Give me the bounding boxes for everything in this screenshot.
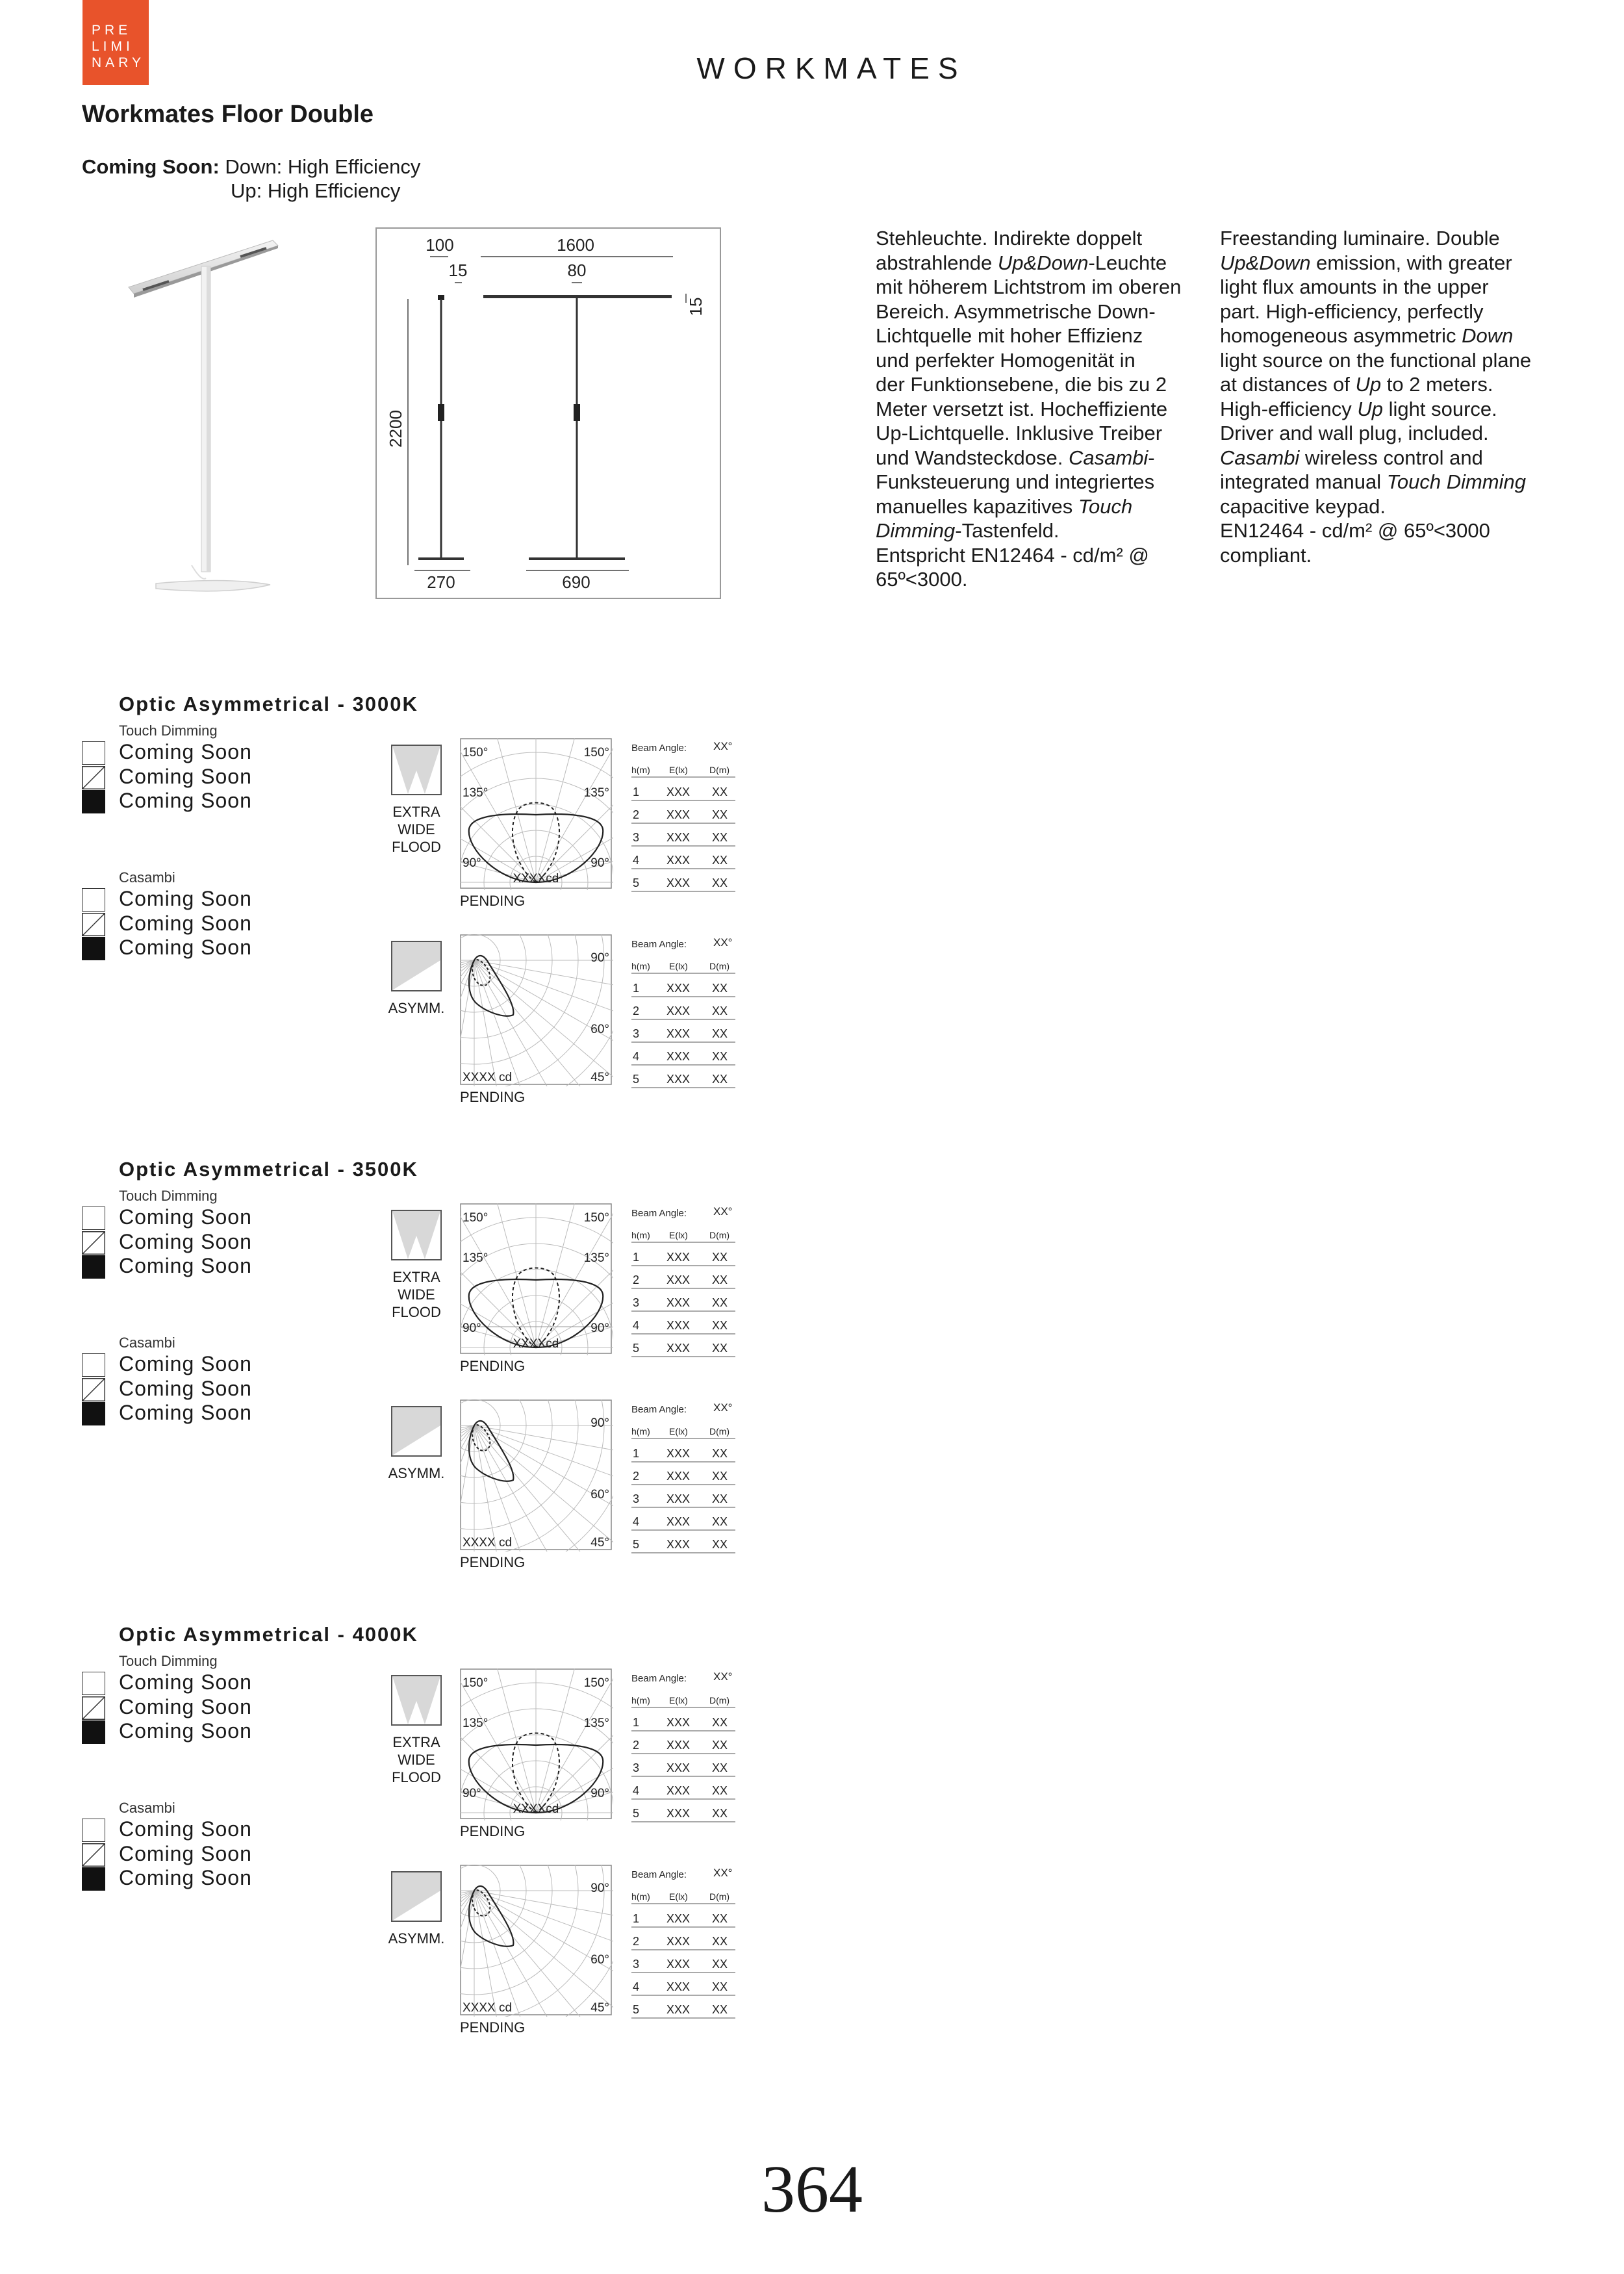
angle-label: 60° bbox=[590, 1953, 609, 1967]
description-line: Driver and wall plug, included. bbox=[1220, 422, 1489, 444]
black-finish-swatch bbox=[82, 937, 105, 960]
option-item: Coming Soon bbox=[119, 1866, 252, 1889]
description-line: Bereich. Asymmetrische Down- bbox=[876, 300, 1156, 323]
beam-table-header: D(m) bbox=[709, 961, 730, 971]
optic-label bbox=[381, 803, 452, 856]
black-finish-swatch bbox=[82, 1255, 105, 1279]
optic-label-line: EXTRA bbox=[392, 1269, 440, 1285]
white-finish-swatch bbox=[82, 1207, 105, 1230]
beam-table-cell: XX bbox=[712, 2003, 728, 2016]
pending-label: PENDING bbox=[460, 2019, 526, 2036]
split-finish-swatch bbox=[82, 766, 105, 789]
beam-table-header: h(m) bbox=[631, 765, 650, 775]
dim-2200: 2200 bbox=[386, 410, 405, 448]
dimension-drawing bbox=[375, 227, 722, 600]
option-item: Coming Soon bbox=[119, 1719, 252, 1743]
beam-table-cell: XXX bbox=[666, 1319, 691, 1332]
beam-table-cell: XX bbox=[712, 1319, 728, 1332]
beam-table bbox=[631, 737, 742, 893]
extra-wide-flood-icon bbox=[391, 1675, 442, 1726]
beam-table-cell: 1 bbox=[633, 1251, 640, 1264]
beam-table-cell: XX bbox=[712, 982, 728, 995]
beam-table-cell: XXX bbox=[666, 1807, 691, 1820]
beam-table-cell: 4 bbox=[633, 1784, 640, 1797]
beam-table bbox=[631, 933, 742, 1089]
optic-label-line: EXTRA bbox=[392, 804, 440, 820]
section-title: Optic Asymmetrical - 3000K bbox=[119, 693, 418, 715]
badge-line: LIMI bbox=[92, 39, 134, 54]
product-title: Workmates Floor Double bbox=[82, 101, 374, 128]
beam-table-cell: 1 bbox=[633, 1447, 640, 1460]
beam-table-cell: 3 bbox=[633, 1492, 640, 1505]
beam-table-cell: XXX bbox=[666, 1342, 691, 1355]
beam-table-cell: XX bbox=[712, 1761, 728, 1774]
split-finish-swatch bbox=[82, 913, 105, 936]
beam-angle-value: XX° bbox=[713, 1670, 733, 1683]
optic-label-line: FLOOD bbox=[392, 1304, 441, 1320]
black-finish-swatch bbox=[82, 790, 105, 813]
description-line: Lichtquelle mit hoher Effizienz bbox=[876, 324, 1143, 347]
white-finish-swatch bbox=[82, 1353, 105, 1377]
beam-angle-value: XX° bbox=[713, 1867, 733, 1879]
beam-table-header: h(m) bbox=[631, 1230, 650, 1240]
beam-table-cell: XX bbox=[712, 1958, 728, 1971]
beam-table-cell: 3 bbox=[633, 1296, 640, 1309]
dim-1600: 1600 bbox=[557, 235, 594, 255]
description-line: EN12464 - cd/m² @ 65º<3000 bbox=[1220, 519, 1490, 542]
option-item: Coming Soon bbox=[119, 789, 252, 812]
angle-label: 90° bbox=[590, 951, 609, 965]
beam-angle-label: Beam Angle: bbox=[631, 1404, 687, 1415]
beam-table-cell: XX bbox=[712, 854, 728, 867]
option-item: Coming Soon bbox=[119, 1401, 252, 1424]
description-line: und Wandsteckdose. Casambi- bbox=[876, 446, 1155, 469]
beam-table-cell: XX bbox=[712, 1273, 728, 1286]
beam-table-cell: XX bbox=[712, 1470, 728, 1483]
optic-label bbox=[381, 1930, 452, 1947]
angle-label: 45° bbox=[590, 1536, 609, 1550]
beam-table-cell: 3 bbox=[633, 1761, 640, 1774]
description-line: homogeneous asymmetric Down bbox=[1220, 324, 1514, 347]
beam-angle-label: Beam Angle: bbox=[631, 1869, 687, 1880]
candela-label: XXXX cd bbox=[463, 1536, 513, 1550]
dim-690: 690 bbox=[562, 572, 590, 592]
beam-angle-value: XX° bbox=[713, 936, 733, 949]
beam-table-cell: XXX bbox=[666, 1716, 691, 1729]
beam-table-cell: XX bbox=[712, 1784, 728, 1797]
beam-angle-value: XX° bbox=[713, 1401, 733, 1414]
description-line: capacitive keypad. bbox=[1220, 494, 1386, 518]
angle-label: 135° bbox=[583, 1717, 609, 1730]
option-item: Coming Soon bbox=[119, 936, 252, 959]
beam-table-cell: XXX bbox=[666, 854, 691, 867]
angle-label: 60° bbox=[590, 1488, 609, 1501]
beam-table-header: E(lx) bbox=[669, 1230, 688, 1240]
beam-table-cell: XX bbox=[712, 1980, 728, 1993]
description-line: High-efficiency Up light source. bbox=[1220, 397, 1497, 420]
angle-label: 90° bbox=[590, 1787, 609, 1800]
section-title: Optic Asymmetrical - 3500K bbox=[119, 1158, 418, 1181]
angle-label: 150° bbox=[463, 746, 488, 760]
coming-soon-block bbox=[82, 155, 420, 203]
option-item: Coming Soon bbox=[119, 1694, 252, 1718]
beam-table-cell: 2 bbox=[633, 808, 640, 821]
option-item: Coming Soon bbox=[119, 764, 252, 788]
beam-table-header: h(m) bbox=[631, 1426, 650, 1437]
beam-table-cell: XX bbox=[712, 1296, 728, 1309]
angle-label: 135° bbox=[583, 1251, 609, 1265]
candela-label: XXXXcd bbox=[513, 1337, 559, 1351]
beam-table-cell: XXX bbox=[666, 1935, 691, 1948]
beam-table-cell: XX bbox=[712, 1050, 728, 1063]
option-item: Coming Soon bbox=[119, 1376, 252, 1400]
beam-table-cell: 1 bbox=[633, 786, 640, 798]
dim-15-side: 15 bbox=[686, 297, 705, 316]
beam-table-header: D(m) bbox=[709, 765, 730, 775]
description-line: und perfekter Homogenität in bbox=[876, 348, 1136, 372]
beam-table-cell: XX bbox=[712, 1935, 728, 1948]
angle-label: 135° bbox=[463, 1251, 488, 1265]
description-line: light source on the functional plane bbox=[1220, 348, 1532, 372]
black-finish-swatch bbox=[82, 1720, 105, 1744]
polar-photometric-chart-wide bbox=[460, 738, 613, 890]
candela-label: XXXX cd bbox=[463, 2001, 513, 2015]
beam-table-cell: XX bbox=[712, 786, 728, 798]
beam-table-cell: 5 bbox=[633, 876, 640, 889]
beam-table bbox=[631, 1863, 742, 2019]
optic-label-line: FLOOD bbox=[392, 1769, 441, 1785]
beam-table-cell: XX bbox=[712, 1807, 728, 1820]
description-line: Freestanding luminaire. Double bbox=[1220, 227, 1500, 249]
beam-table-cell: XXX bbox=[666, 876, 691, 889]
description-line: der Funktionsebene, die bis zu 2 bbox=[876, 373, 1167, 396]
polar-photometric-chart-asymmetric bbox=[460, 1399, 613, 1552]
beam-table-cell: XX bbox=[712, 1515, 728, 1528]
dim-100: 100 bbox=[425, 235, 454, 255]
beam-table-cell: XXX bbox=[666, 1273, 691, 1286]
beam-table-cell: XXX bbox=[666, 1784, 691, 1797]
description-line: compliant. bbox=[1220, 543, 1312, 567]
option-item: Coming Soon bbox=[119, 911, 252, 935]
option-item: Coming Soon bbox=[119, 740, 252, 763]
option-item: Coming Soon bbox=[119, 887, 252, 910]
beam-table-cell: XX bbox=[712, 1492, 728, 1505]
extra-wide-flood-icon bbox=[391, 745, 442, 795]
optic-label-line: ASYMM. bbox=[388, 1000, 445, 1016]
description-line: integrated manual Touch Dimming bbox=[1220, 470, 1526, 493]
beam-table-cell: XX bbox=[712, 1912, 728, 1925]
optic-label-line: ASYMM. bbox=[388, 1465, 445, 1481]
candela-label: XXXX cd bbox=[463, 1071, 513, 1084]
pending-label: PENDING bbox=[460, 1358, 526, 1374]
beam-table-cell: XX bbox=[712, 1716, 728, 1729]
beam-table-cell: 4 bbox=[633, 1319, 640, 1332]
description-line: at distances of Up to 2 meters. bbox=[1220, 373, 1493, 396]
page-number: 364 bbox=[761, 2152, 863, 2227]
description-line: 65º<3000. bbox=[876, 568, 968, 591]
beam-table-header: E(lx) bbox=[669, 961, 688, 971]
description-german bbox=[876, 226, 1200, 592]
section-title: Optic Asymmetrical - 4000K bbox=[119, 1623, 418, 1646]
beam-table-header: h(m) bbox=[631, 961, 650, 971]
beam-table-cell: 2 bbox=[633, 1004, 640, 1017]
option-item: Coming Soon bbox=[119, 1352, 252, 1375]
beam-table-cell: XX bbox=[712, 1538, 728, 1551]
beam-angle-value: XX° bbox=[713, 740, 733, 752]
angle-label: 45° bbox=[590, 2001, 609, 2015]
beam-table-cell: 4 bbox=[633, 854, 640, 867]
preliminary-badge bbox=[82, 0, 149, 85]
beam-table-cell: XX bbox=[712, 1004, 728, 1017]
description-line: Up-Lichtquelle. Inklusive Treiber bbox=[876, 422, 1163, 444]
beam-table-header: h(m) bbox=[631, 1891, 650, 1902]
description-line: Up&Down emission, with greater bbox=[1220, 251, 1512, 274]
group-label: Casambi bbox=[119, 1800, 175, 1816]
beam-table-cell: XXX bbox=[666, 1251, 691, 1264]
beam-table-header: D(m) bbox=[709, 1891, 730, 1902]
split-finish-swatch bbox=[82, 1843, 105, 1867]
beam-table-cell: 2 bbox=[633, 1273, 640, 1286]
description-line: Funksteuerung und integriertes bbox=[876, 470, 1155, 493]
beam-table-cell: XXX bbox=[666, 1492, 691, 1505]
beam-table-cell: XX bbox=[712, 808, 728, 821]
beam-table-header: D(m) bbox=[709, 1230, 730, 1240]
asymmetric-icon bbox=[391, 941, 442, 991]
description-english bbox=[1220, 226, 1610, 567]
extra-wide-flood-icon bbox=[391, 1210, 442, 1260]
pending-label: PENDING bbox=[460, 1089, 526, 1105]
beam-table-cell: 1 bbox=[633, 1716, 640, 1729]
optic-label bbox=[381, 999, 452, 1017]
beam-table-cell: XXX bbox=[666, 1912, 691, 1925]
option-item: Coming Soon bbox=[119, 1254, 252, 1277]
beam-table-cell: 5 bbox=[633, 1807, 640, 1820]
description-line: part. High-efficiency, perfectly bbox=[1220, 300, 1484, 323]
coming-soon-line1: Down: High Efficiency bbox=[225, 155, 421, 178]
white-finish-swatch bbox=[82, 1672, 105, 1695]
beam-table bbox=[631, 1202, 742, 1358]
angle-label: 90° bbox=[463, 1787, 481, 1800]
split-finish-swatch bbox=[82, 1696, 105, 1720]
beam-table-cell: 3 bbox=[633, 1958, 640, 1971]
option-item: Coming Soon bbox=[119, 1841, 252, 1865]
group-label: Touch Dimming bbox=[119, 1188, 218, 1204]
lamp-photo bbox=[117, 227, 279, 604]
beam-table-header: E(lx) bbox=[669, 1891, 688, 1902]
beam-table-cell: 2 bbox=[633, 1935, 640, 1948]
beam-table-cell: XXX bbox=[666, 1470, 691, 1483]
optic-label bbox=[381, 1464, 452, 1482]
badge-line: PRE bbox=[92, 23, 132, 38]
description-line: Meter versetzt ist. Hocheffiziente bbox=[876, 397, 1168, 420]
angle-label: 135° bbox=[463, 786, 488, 800]
beam-table-cell: XX bbox=[712, 1027, 728, 1040]
angle-label: 90° bbox=[590, 1322, 609, 1335]
asymmetric-icon bbox=[391, 1871, 442, 1922]
beam-table-cell: XXX bbox=[666, 1958, 691, 1971]
beam-table-cell: 4 bbox=[633, 1980, 640, 1993]
badge-line: NARY bbox=[92, 55, 145, 70]
description-line: manuelles kapazitives Touch bbox=[876, 494, 1133, 518]
option-item: Coming Soon bbox=[119, 1205, 252, 1229]
beam-table-cell: XXX bbox=[666, 982, 691, 995]
description-line: Entspricht EN12464 - cd/m² @ bbox=[876, 543, 1149, 567]
description-line: Dimming-Tastenfeld. bbox=[876, 519, 1059, 542]
optic-label-line: WIDE bbox=[398, 1286, 435, 1303]
beam-table-cell: XXX bbox=[666, 1296, 691, 1309]
beam-table-header: E(lx) bbox=[669, 1695, 688, 1706]
beam-table-cell: 3 bbox=[633, 831, 640, 844]
angle-label: 45° bbox=[590, 1071, 609, 1084]
option-item: Coming Soon bbox=[119, 1670, 252, 1694]
optic-label-line: FLOOD bbox=[392, 839, 441, 855]
beam-table-cell: XXX bbox=[666, 1447, 691, 1460]
asymmetric-icon bbox=[391, 1406, 442, 1457]
beam-table-header: E(lx) bbox=[669, 765, 688, 775]
beam-table-cell: XXX bbox=[666, 831, 691, 844]
pending-label: PENDING bbox=[460, 893, 526, 909]
beam-table-cell: XXX bbox=[666, 786, 691, 798]
polar-photometric-chart-asymmetric bbox=[460, 1865, 613, 2017]
beam-table-cell: XXX bbox=[666, 2003, 691, 2016]
polar-photometric-chart-wide bbox=[460, 1203, 613, 1355]
pending-label: PENDING bbox=[460, 1554, 526, 1570]
angle-label: 90° bbox=[463, 856, 481, 870]
beam-table-cell: XX bbox=[712, 1739, 728, 1752]
angle-label: 60° bbox=[590, 1023, 609, 1036]
description-line: light flux amounts in the upper bbox=[1220, 275, 1489, 298]
angle-label: 150° bbox=[583, 1211, 609, 1225]
beam-table-cell: 3 bbox=[633, 1027, 640, 1040]
option-item: Coming Soon bbox=[119, 1817, 252, 1841]
beam-table-cell: XXX bbox=[666, 1538, 691, 1551]
split-finish-swatch bbox=[82, 1378, 105, 1401]
group-label: Touch Dimming bbox=[119, 722, 218, 739]
optic-label-line: WIDE bbox=[398, 821, 435, 837]
coming-soon-label: Coming Soon: bbox=[82, 155, 220, 178]
coming-soon-line2: Up: High Efficiency bbox=[231, 179, 401, 202]
candela-label: XXXXcd bbox=[513, 1802, 559, 1816]
beam-table-header: E(lx) bbox=[669, 1426, 688, 1437]
dim-80: 80 bbox=[567, 261, 587, 280]
beam-table-cell: XX bbox=[712, 876, 728, 889]
beam-table-cell: 5 bbox=[633, 1073, 640, 1086]
angle-label: 90° bbox=[590, 1416, 609, 1430]
brand-title: WORKMATES bbox=[696, 51, 967, 85]
angle-label: 150° bbox=[583, 746, 609, 760]
beam-angle-value: XX° bbox=[713, 1205, 733, 1218]
beam-table-cell: 5 bbox=[633, 1538, 640, 1551]
angle-label: 135° bbox=[463, 1717, 488, 1730]
beam-table-cell: XX bbox=[712, 831, 728, 844]
beam-table-cell: 4 bbox=[633, 1050, 640, 1063]
black-finish-swatch bbox=[82, 1867, 105, 1891]
angle-label: 90° bbox=[590, 1882, 609, 1895]
beam-table-cell: XXX bbox=[666, 808, 691, 821]
dim-270: 270 bbox=[427, 572, 455, 592]
beam-table-cell: XXX bbox=[666, 1027, 691, 1040]
beam-table-cell: XXX bbox=[666, 1050, 691, 1063]
beam-table-header: D(m) bbox=[709, 1426, 730, 1437]
white-finish-swatch bbox=[82, 1819, 105, 1842]
beam-table-cell: 2 bbox=[633, 1739, 640, 1752]
white-finish-swatch bbox=[82, 741, 105, 765]
optic-label-line: WIDE bbox=[398, 1752, 435, 1768]
polar-photometric-chart-wide bbox=[460, 1668, 613, 1820]
beam-table-cell: 1 bbox=[633, 1912, 640, 1925]
group-label: Touch Dimming bbox=[119, 1653, 218, 1669]
beam-table bbox=[631, 1667, 742, 1823]
beam-table-cell: XX bbox=[712, 1342, 728, 1355]
beam-table bbox=[631, 1398, 742, 1554]
angle-label: 150° bbox=[463, 1211, 488, 1225]
pending-label: PENDING bbox=[460, 1823, 526, 1839]
angle-label: 90° bbox=[463, 1322, 481, 1335]
description-line: Casambi wireless control and bbox=[1220, 446, 1483, 469]
description-line: Stehleuchte. Indirekte doppelt bbox=[876, 227, 1143, 249]
beam-angle-label: Beam Angle: bbox=[631, 743, 687, 754]
dim-15-top: 15 bbox=[448, 261, 468, 280]
description-line: mit höherem Lichtstrom im oberen bbox=[876, 275, 1182, 298]
angle-label: 135° bbox=[583, 786, 609, 800]
beam-table-cell: 5 bbox=[633, 2003, 640, 2016]
optic-label bbox=[381, 1268, 452, 1321]
white-finish-swatch bbox=[82, 888, 105, 912]
description-line: abstrahlende Up&Down-Leuchte bbox=[876, 251, 1167, 274]
beam-table-cell: 4 bbox=[633, 1515, 640, 1528]
beam-angle-label: Beam Angle: bbox=[631, 1208, 687, 1219]
beam-table-cell: XXX bbox=[666, 1004, 691, 1017]
beam-table-cell: XXX bbox=[666, 1073, 691, 1086]
beam-table-cell: 2 bbox=[633, 1470, 640, 1483]
beam-table-cell: XX bbox=[712, 1447, 728, 1460]
angle-label: 150° bbox=[583, 1676, 609, 1690]
group-label: Casambi bbox=[119, 869, 175, 886]
optic-label-line: ASYMM. bbox=[388, 1930, 445, 1947]
beam-table-header: D(m) bbox=[709, 1695, 730, 1706]
beam-table-cell: XXX bbox=[666, 1739, 691, 1752]
beam-table-cell: 1 bbox=[633, 982, 640, 995]
group-label: Casambi bbox=[119, 1335, 175, 1351]
black-finish-swatch bbox=[82, 1402, 105, 1425]
beam-table-header: h(m) bbox=[631, 1695, 650, 1706]
optic-label bbox=[381, 1733, 452, 1786]
beam-table-cell: XXX bbox=[666, 1515, 691, 1528]
angle-label: 150° bbox=[463, 1676, 488, 1690]
beam-table-cell: 5 bbox=[633, 1342, 640, 1355]
beam-table-cell: XXX bbox=[666, 1980, 691, 1993]
beam-angle-label: Beam Angle: bbox=[631, 1673, 687, 1684]
option-item: Coming Soon bbox=[119, 1229, 252, 1253]
beam-angle-label: Beam Angle: bbox=[631, 939, 687, 950]
split-finish-swatch bbox=[82, 1231, 105, 1255]
beam-table-cell: XX bbox=[712, 1251, 728, 1264]
beam-table-cell: XX bbox=[712, 1073, 728, 1086]
candela-label: XXXXcd bbox=[513, 872, 559, 886]
optic-label-line: EXTRA bbox=[392, 1734, 440, 1750]
angle-label: 90° bbox=[590, 856, 609, 870]
beam-table-cell: XXX bbox=[666, 1761, 691, 1774]
polar-photometric-chart-asymmetric bbox=[460, 934, 613, 1086]
